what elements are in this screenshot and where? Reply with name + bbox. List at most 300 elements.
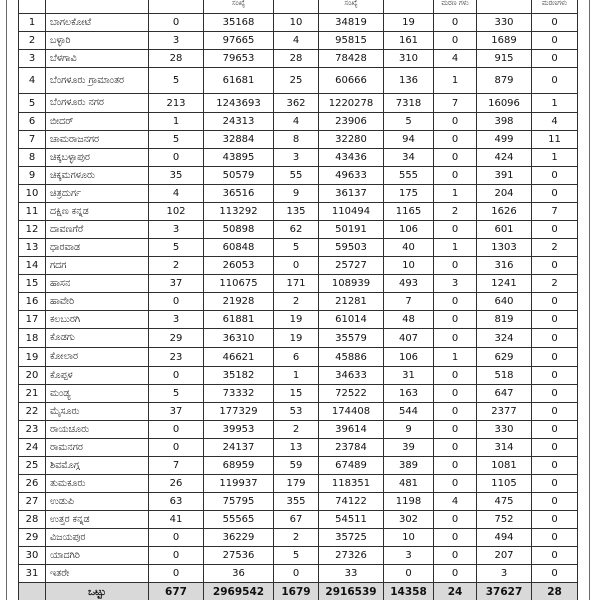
value-cell: 493 (384, 275, 434, 293)
value-cell: 62 (274, 221, 319, 239)
value-cell: 49633 (319, 167, 384, 185)
serial-number-cell: 6 (19, 113, 46, 131)
table-row (19, 367, 578, 385)
value-cell: 1 (532, 94, 578, 113)
table-row (19, 113, 578, 131)
value-cell: 37 (149, 403, 204, 421)
table-row (19, 439, 578, 457)
value-cell: 0 (532, 185, 578, 203)
value-cell: 27536 (204, 547, 274, 565)
table-row (19, 68, 578, 94)
value-cell: 310 (384, 50, 434, 68)
value-cell: 10 (384, 257, 434, 275)
serial-number-cell: 28 (19, 511, 46, 529)
value-cell: 50191 (319, 221, 384, 239)
district-name-cell: ರಾಮನಗರ (46, 439, 149, 457)
value-cell: 2 (532, 239, 578, 257)
value-cell: 0 (434, 221, 477, 239)
value-cell: 34 (384, 149, 434, 167)
value-cell: 97665 (204, 32, 274, 50)
value-cell: 13 (274, 439, 319, 457)
district-name-cell: ಬೆಳಗಾವಿ (46, 50, 149, 68)
value-cell: 5 (274, 547, 319, 565)
table-row (19, 50, 578, 68)
table-row (19, 475, 578, 493)
value-cell: 43895 (204, 149, 274, 167)
value-cell: 25727 (319, 257, 384, 275)
value-cell: 119937 (204, 475, 274, 493)
value-cell: 10 (384, 529, 434, 547)
district-name-cell: ಧಾರವಾಡ (46, 239, 149, 257)
table-row (19, 493, 578, 511)
value-cell: 0 (532, 348, 578, 367)
value-cell: 61681 (204, 68, 274, 94)
district-name-cell: ಕೊಡಗು (46, 329, 149, 348)
district-name-cell: ಮೈಸೂರು (46, 403, 149, 421)
value-cell: 0 (149, 293, 204, 311)
value-cell: 25 (274, 68, 319, 94)
value-cell: 0 (532, 221, 578, 239)
value-cell: 36229 (204, 529, 274, 547)
serial-number-cell: 1 (19, 14, 46, 32)
value-cell: 819 (477, 311, 532, 329)
serial-number-cell: 7 (19, 131, 46, 149)
table-row (19, 167, 578, 185)
value-cell: 0 (149, 149, 204, 167)
total-value-cell: 14358 (384, 583, 434, 600)
value-cell: 499 (477, 131, 532, 149)
value-cell: 106 (384, 221, 434, 239)
value-cell: 19 (384, 14, 434, 32)
value-cell: 3 (274, 149, 319, 167)
total-value-cell: 24 (434, 583, 477, 600)
value-cell: 1 (434, 239, 477, 257)
district-name-cell: ದಕ್ಷಿಣ ಕನ್ನಡ (46, 203, 149, 221)
serial-number-cell: 27 (19, 493, 46, 511)
value-cell: 55565 (204, 511, 274, 529)
table-row (19, 221, 578, 239)
value-cell: 0 (149, 565, 204, 583)
value-cell: 23 (149, 348, 204, 367)
value-cell: 48 (384, 311, 434, 329)
district-name-cell: ಬೆಂಗಳೂರು ಗ್ರಾಮಾಂತರ (46, 68, 149, 94)
value-cell: 314 (477, 439, 532, 457)
value-cell: 2 (532, 275, 578, 293)
header-cell: ಸಂಖ್ಯೆ (319, 0, 384, 14)
value-cell: 1165 (384, 203, 434, 221)
value-cell: 32280 (319, 131, 384, 149)
value-cell: 37 (149, 275, 204, 293)
value-cell: 21928 (204, 293, 274, 311)
table-row (19, 565, 578, 583)
value-cell: 7318 (384, 94, 434, 113)
value-cell: 50898 (204, 221, 274, 239)
value-cell: 0 (149, 367, 204, 385)
value-cell: 118351 (319, 475, 384, 493)
value-cell: 110494 (319, 203, 384, 221)
serial-number-cell: 29 (19, 529, 46, 547)
value-cell: 171 (274, 275, 319, 293)
value-cell: 175 (384, 185, 434, 203)
district-name-cell: ಉತ್ತರ ಕನ್ನಡ (46, 511, 149, 529)
header-cell (46, 0, 149, 14)
district-name-cell: ಚಿಕ್ಕಮಗಳೂರು (46, 167, 149, 185)
table-row (19, 257, 578, 275)
serial-number-cell: 12 (19, 221, 46, 239)
value-cell: 60848 (204, 239, 274, 257)
value-cell: 5 (149, 131, 204, 149)
value-cell: 39 (384, 439, 434, 457)
value-cell: 7 (532, 203, 578, 221)
value-cell: 135 (274, 203, 319, 221)
value-cell: 75795 (204, 493, 274, 511)
value-cell: 0 (532, 403, 578, 421)
serial-number-cell: 19 (19, 348, 46, 367)
value-cell: 26 (149, 475, 204, 493)
value-cell: 1220278 (319, 94, 384, 113)
value-cell: 1105 (477, 475, 532, 493)
value-cell: 35 (149, 167, 204, 185)
header-cell (19, 0, 46, 14)
value-cell: 11 (532, 131, 578, 149)
value-cell: 2377 (477, 403, 532, 421)
value-cell: 8 (274, 131, 319, 149)
value-cell: 0 (434, 113, 477, 131)
table-row (19, 131, 578, 149)
value-cell: 355 (274, 493, 319, 511)
value-cell: 0 (532, 493, 578, 511)
value-cell: 316 (477, 257, 532, 275)
value-cell: 302 (384, 511, 434, 529)
header-cell (149, 0, 204, 14)
value-cell: 0 (532, 421, 578, 439)
value-cell: 0 (532, 14, 578, 32)
value-cell: 108939 (319, 275, 384, 293)
value-cell: 5 (384, 113, 434, 131)
value-cell: 72522 (319, 385, 384, 403)
value-cell: 106 (384, 348, 434, 367)
value-cell: 161 (384, 32, 434, 50)
value-cell: 0 (434, 385, 477, 403)
header-row (19, 0, 578, 14)
district-name-cell: ಉಡುಪಿ (46, 493, 149, 511)
serial-number-cell: 14 (19, 257, 46, 275)
value-cell: 40 (384, 239, 434, 257)
value-cell: 4 (532, 113, 578, 131)
header-cell (384, 0, 434, 14)
value-cell: 0 (149, 14, 204, 32)
value-cell: 110675 (204, 275, 274, 293)
value-cell: 5 (149, 385, 204, 403)
value-cell: 113292 (204, 203, 274, 221)
table-row (19, 239, 578, 257)
value-cell: 19 (274, 329, 319, 348)
table-row (19, 32, 578, 50)
value-cell: 555 (384, 167, 434, 185)
value-cell: 60666 (319, 68, 384, 94)
table-row (19, 547, 578, 565)
table-row (19, 329, 578, 348)
value-cell: 629 (477, 348, 532, 367)
serial-number-cell: 9 (19, 167, 46, 185)
value-cell: 362 (274, 94, 319, 113)
serial-number-cell: 30 (19, 547, 46, 565)
value-cell: 28 (149, 50, 204, 68)
value-cell: 1303 (477, 239, 532, 257)
value-cell: 26053 (204, 257, 274, 275)
value-cell: 0 (434, 475, 477, 493)
value-cell: 0 (532, 547, 578, 565)
district-name-cell: ಕೋಲಾರ (46, 348, 149, 367)
value-cell: 7 (434, 94, 477, 113)
serial-number-cell: 10 (19, 185, 46, 203)
value-cell: 179 (274, 475, 319, 493)
value-cell: 0 (434, 511, 477, 529)
table-row (19, 293, 578, 311)
value-cell: 4 (274, 113, 319, 131)
value-cell: 36310 (204, 329, 274, 348)
value-cell: 16096 (477, 94, 532, 113)
value-cell: 0 (434, 367, 477, 385)
value-cell: 213 (149, 94, 204, 113)
total-value-cell: 677 (149, 583, 204, 600)
district-name-cell: ಹಾಸನ (46, 275, 149, 293)
district-name-cell: ಬೆಂಗಳೂರು ನಗರ (46, 94, 149, 113)
value-cell: 34819 (319, 14, 384, 32)
value-cell: 1 (149, 113, 204, 131)
value-cell: 0 (434, 565, 477, 583)
serial-number-cell: 26 (19, 475, 46, 493)
value-cell: 0 (532, 32, 578, 50)
district-name-cell: ಹಾವೇರಿ (46, 293, 149, 311)
value-cell: 6 (274, 348, 319, 367)
value-cell: 330 (477, 421, 532, 439)
value-cell: 0 (149, 439, 204, 457)
value-cell: 36 (204, 565, 274, 583)
value-cell: 1198 (384, 493, 434, 511)
district-name-cell: ವಿಜಯಪುರ (46, 529, 149, 547)
value-cell: 59503 (319, 239, 384, 257)
value-cell: 0 (532, 293, 578, 311)
value-cell: 0 (434, 457, 477, 475)
value-cell: 19 (274, 311, 319, 329)
value-cell: 67 (274, 511, 319, 529)
value-cell: 0 (434, 403, 477, 421)
serial-number-cell: 22 (19, 403, 46, 421)
value-cell: 3 (149, 32, 204, 50)
value-cell: 0 (434, 439, 477, 457)
district-name-cell: ಚಾಮರಾಜನಗರ (46, 131, 149, 149)
value-cell: 102 (149, 203, 204, 221)
value-cell: 0 (434, 32, 477, 50)
district-name-cell: ಬೀದರ್ (46, 113, 149, 131)
district-name-cell: ಚಿತ್ರದುರ್ಗ (46, 185, 149, 203)
value-cell: 0 (434, 529, 477, 547)
district-name-cell: ಗದಗ (46, 257, 149, 275)
value-cell: 27326 (319, 547, 384, 565)
value-cell: 33 (319, 565, 384, 583)
value-cell: 46621 (204, 348, 274, 367)
header-cell: ಸಂಖ್ಯೆ (204, 0, 274, 14)
value-cell: 3 (477, 565, 532, 583)
value-cell: 54511 (319, 511, 384, 529)
value-cell: 23784 (319, 439, 384, 457)
value-cell: 2 (274, 529, 319, 547)
serial-number-cell: 8 (19, 149, 46, 167)
value-cell: 53 (274, 403, 319, 421)
value-cell: 23906 (319, 113, 384, 131)
value-cell: 0 (532, 50, 578, 68)
table-row (19, 203, 578, 221)
total-label-cell: ಒಟ್ಟು (46, 583, 149, 600)
table-row (19, 457, 578, 475)
value-cell: 0 (149, 421, 204, 439)
value-cell: 647 (477, 385, 532, 403)
table-row (19, 149, 578, 167)
serial-number-cell: 20 (19, 367, 46, 385)
serial-number-cell: 31 (19, 565, 46, 583)
total-value-cell: 2969542 (204, 583, 274, 600)
value-cell: 2 (274, 421, 319, 439)
value-cell: 4 (274, 32, 319, 50)
table-row (19, 185, 578, 203)
value-cell: 32884 (204, 131, 274, 149)
value-cell: 0 (532, 475, 578, 493)
value-cell: 0 (434, 14, 477, 32)
value-cell: 640 (477, 293, 532, 311)
value-cell: 0 (149, 547, 204, 565)
value-cell: 0 (532, 329, 578, 348)
value-cell: 79653 (204, 50, 274, 68)
value-cell: 61014 (319, 311, 384, 329)
table-row (19, 403, 578, 421)
value-cell: 481 (384, 475, 434, 493)
value-cell: 324 (477, 329, 532, 348)
table-row (19, 348, 578, 367)
value-cell: 74122 (319, 493, 384, 511)
value-cell: 45886 (319, 348, 384, 367)
value-cell: 1 (274, 367, 319, 385)
district-name-cell: ಕಲಬುರಗಿ (46, 311, 149, 329)
total-value-cell: 37627 (477, 583, 532, 600)
value-cell: 752 (477, 511, 532, 529)
value-cell: 67489 (319, 457, 384, 475)
district-name-cell: ತುಮಕೂರು (46, 475, 149, 493)
value-cell: 2 (434, 203, 477, 221)
total-value-cell: 2916539 (319, 583, 384, 600)
district-name-cell: ಯಾದಗಿರಿ (46, 547, 149, 565)
page-edge-right (589, 0, 590, 600)
district-name-cell: ರಾಯಚೂರು (46, 421, 149, 439)
value-cell: 424 (477, 149, 532, 167)
serial-number-cell: 2 (19, 32, 46, 50)
serial-number-cell: 15 (19, 275, 46, 293)
value-cell: 36137 (319, 185, 384, 203)
value-cell: 35168 (204, 14, 274, 32)
value-cell: 0 (384, 565, 434, 583)
district-statistics-table (18, 0, 578, 600)
value-cell: 1 (532, 149, 578, 167)
serial-number-cell: 25 (19, 457, 46, 475)
table-row (19, 94, 578, 113)
value-cell: 207 (477, 547, 532, 565)
value-cell: 9 (384, 421, 434, 439)
value-cell: 0 (434, 293, 477, 311)
value-cell: 0 (532, 457, 578, 475)
value-cell: 3 (149, 221, 204, 239)
header-cell (274, 0, 319, 14)
value-cell: 35725 (319, 529, 384, 547)
value-cell: 55 (274, 167, 319, 185)
value-cell: 544 (384, 403, 434, 421)
page-edge-left (6, 0, 7, 600)
header-cell: ಮರಣಗಳು (532, 0, 578, 14)
serial-number-cell: 16 (19, 293, 46, 311)
district-name-cell: ಮಂಡ್ಯ (46, 385, 149, 403)
value-cell: 3 (149, 311, 204, 329)
district-name-cell: ದಾವಣಗೆರೆ (46, 221, 149, 239)
value-cell: 0 (274, 565, 319, 583)
value-cell: 204 (477, 185, 532, 203)
serial-number-cell: 5 (19, 94, 46, 113)
district-name-cell: ಶಿವಮೊಗ್ಗ (46, 457, 149, 475)
value-cell: 0 (434, 167, 477, 185)
value-cell: 5 (149, 68, 204, 94)
value-cell: 0 (532, 529, 578, 547)
district-name-cell: ಕೊಪ್ಪಳ (46, 367, 149, 385)
value-cell: 21281 (319, 293, 384, 311)
value-cell: 0 (434, 421, 477, 439)
value-cell: 0 (434, 311, 477, 329)
value-cell: 0 (532, 257, 578, 275)
value-cell: 0 (532, 167, 578, 185)
serial-number-cell: 23 (19, 421, 46, 439)
value-cell: 24137 (204, 439, 274, 457)
value-cell: 9 (274, 185, 319, 203)
serial-number-cell: 4 (19, 68, 46, 94)
value-cell: 41 (149, 511, 204, 529)
table-row (19, 275, 578, 293)
value-cell: 0 (532, 367, 578, 385)
serial-number-cell: 11 (19, 203, 46, 221)
value-cell: 0 (274, 257, 319, 275)
value-cell: 73332 (204, 385, 274, 403)
value-cell: 3 (384, 547, 434, 565)
value-cell: 0 (532, 565, 578, 583)
table-body (19, 0, 578, 600)
value-cell: 1081 (477, 457, 532, 475)
value-cell: 494 (477, 529, 532, 547)
value-cell: 389 (384, 457, 434, 475)
value-cell: 0 (434, 329, 477, 348)
value-cell: 2 (274, 293, 319, 311)
value-cell: 0 (434, 131, 477, 149)
value-cell: 95815 (319, 32, 384, 50)
table-row (19, 311, 578, 329)
value-cell: 0 (434, 547, 477, 565)
value-cell: 163 (384, 385, 434, 403)
total-value-cell: 1679 (274, 583, 319, 600)
value-cell: 35579 (319, 329, 384, 348)
serial-number-cell: 3 (19, 50, 46, 68)
value-cell: 29 (149, 329, 204, 348)
table-row (19, 14, 578, 32)
value-cell: 5 (149, 239, 204, 257)
serial-number-cell: 21 (19, 385, 46, 403)
table-row (19, 511, 578, 529)
value-cell: 28 (274, 50, 319, 68)
total-value-cell: 28 (532, 583, 578, 600)
